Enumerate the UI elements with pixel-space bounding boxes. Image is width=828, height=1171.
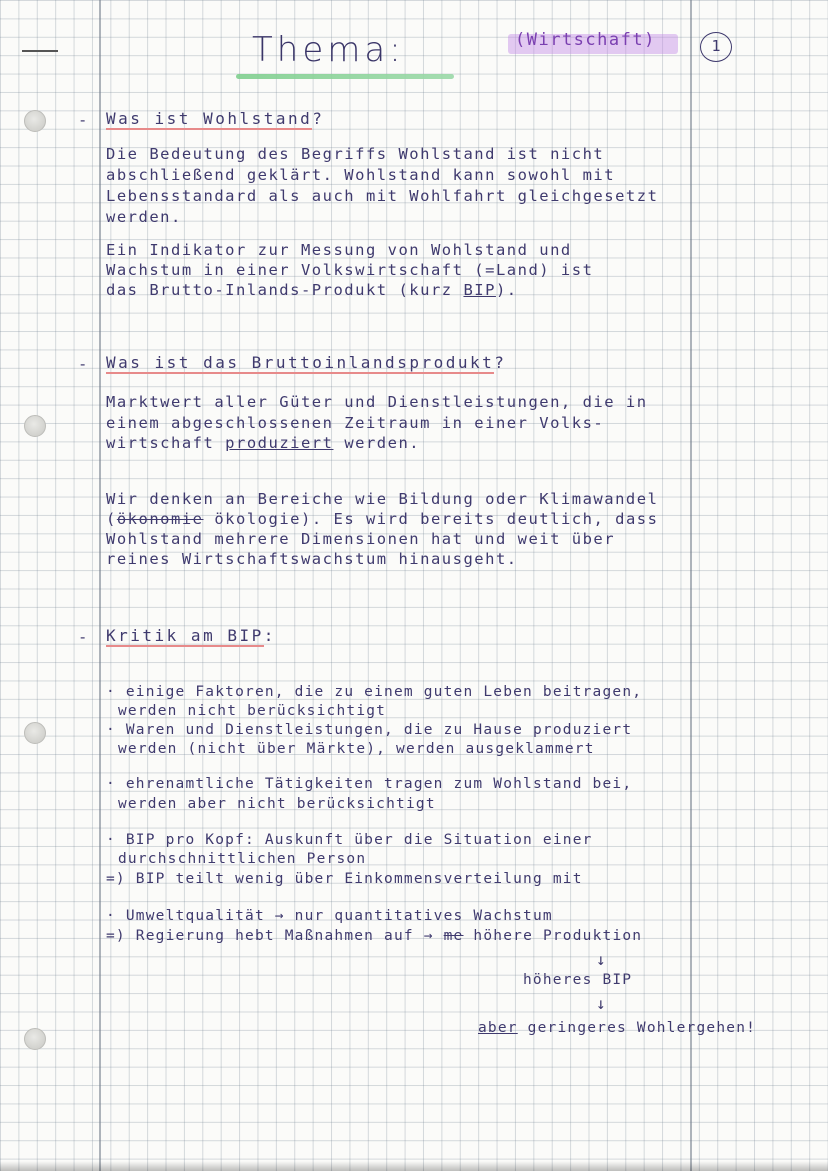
section-dash: - bbox=[78, 628, 89, 646]
text-run: höhere Produktion bbox=[463, 928, 643, 944]
heading-text: Was ist das Bruttoinlandsprodukt bbox=[106, 353, 495, 372]
list-item-continued: werden (nicht über Märkte), werden ausgeklammert bbox=[118, 741, 595, 757]
text-line: Marktwert aller Güter und Dienstleistungen, die in bbox=[106, 393, 648, 411]
text-run: werden. bbox=[333, 434, 421, 452]
conclusion-line: =) BIP teilt wenig über Einkommensverteilung mit bbox=[106, 871, 583, 887]
heading-mark: ? bbox=[494, 353, 507, 372]
text-run: geringeres Wohlergehen! bbox=[517, 1020, 757, 1036]
list-item: · ehrenamtliche Tätigkeiten tragen zum Wohlstand bei, bbox=[106, 776, 633, 792]
list-item: · BIP pro Kopf: Auskunft über die Situation einer bbox=[106, 832, 593, 848]
list-item-continued: durchschnittlichen Person bbox=[118, 851, 367, 867]
section-dash: - bbox=[78, 355, 89, 373]
struck-word: me bbox=[443, 928, 464, 944]
heading-text: Was ist Wohlstand bbox=[106, 109, 313, 128]
text-line: abschließend geklärt. Wohlstand kann sowohl mit bbox=[106, 166, 616, 184]
section-heading bbox=[106, 109, 324, 128]
conclusion-line bbox=[106, 928, 642, 944]
list-item-continued: werden nicht berücksichtigt bbox=[118, 703, 387, 719]
text-line: Wohlstand mehrere Dimensionen hat und weit über bbox=[106, 530, 616, 548]
text-line bbox=[106, 510, 658, 528]
text-line: Ein Indikator zur Messung von Wohlstand und bbox=[106, 241, 572, 259]
text-line: Lebensstandard als auch mit Wohlfahrt gleichgesetzt bbox=[106, 187, 659, 205]
punch-hole bbox=[24, 110, 46, 132]
text-run: das Brutto-Inlands-Produkt (kurz bbox=[106, 281, 464, 299]
list-item: · einige Faktoren, die zu einem guten Leben beitragen, bbox=[106, 684, 643, 700]
underlined-term: BIP bbox=[463, 281, 496, 299]
page-number: 1 bbox=[700, 32, 732, 62]
down-arrow: ↓ bbox=[596, 950, 608, 969]
section-heading bbox=[106, 626, 276, 645]
list-item: · Waren und Dienstleistungen, die zu Hause produziert bbox=[106, 722, 633, 738]
text-run: =) Regierung hebt Maßnahmen auf → bbox=[106, 928, 444, 944]
punch-hole bbox=[24, 722, 46, 744]
text-line bbox=[106, 434, 420, 452]
down-arrow: ↓ bbox=[596, 994, 608, 1013]
result-line: höheres BIP bbox=[523, 972, 633, 988]
underlined-term: aber bbox=[478, 1020, 518, 1036]
text-line: Wir denken an Bereiche wie Bildung oder Klimawandel bbox=[106, 490, 659, 508]
text-run: wirtschaft bbox=[106, 434, 226, 452]
list-item: · Umweltqualität → nur quantitatives Wachstum bbox=[106, 908, 553, 924]
text-line bbox=[106, 281, 518, 299]
text-line: reines Wirtschaftswachstum hinausgeht. bbox=[106, 550, 518, 568]
heading-mark: ? bbox=[312, 109, 325, 128]
page-title: Thema: bbox=[252, 30, 405, 70]
struck-word: ökonomie bbox=[116, 510, 204, 528]
final-line bbox=[478, 1020, 756, 1036]
text-run: ( bbox=[106, 510, 117, 528]
page-bottom-edge bbox=[0, 1161, 828, 1171]
subject-label: (Wirtschaft) bbox=[515, 30, 656, 50]
left-margin-line bbox=[99, 0, 101, 1171]
underlined-term: produziert bbox=[225, 434, 334, 452]
title-underline bbox=[236, 74, 454, 79]
list-item-continued: werden aber nicht berücksichtigt bbox=[118, 796, 436, 812]
punch-hole bbox=[24, 415, 46, 437]
punch-hole bbox=[24, 1028, 46, 1050]
text-run: ). bbox=[495, 281, 518, 299]
heading-text: Kritik am BIP bbox=[106, 626, 264, 645]
right-margin-line bbox=[690, 0, 692, 1171]
section-dash: - bbox=[78, 111, 89, 129]
section-heading bbox=[106, 353, 506, 372]
text-line: werden. bbox=[106, 208, 182, 226]
text-line: Die Bedeutung des Begriffs Wohlstand ist nicht bbox=[106, 145, 605, 163]
heading-mark: : bbox=[263, 626, 276, 645]
text-line: Wachstum in einer Volkswirtschaft (=Land) ist bbox=[106, 261, 594, 279]
text-line: einem abgeschlossenen Zeitraum in einer Volks- bbox=[106, 414, 605, 432]
text-run: ökologie). Es wird bereits deutlich, dass bbox=[203, 510, 659, 528]
corner-mark bbox=[22, 50, 58, 52]
